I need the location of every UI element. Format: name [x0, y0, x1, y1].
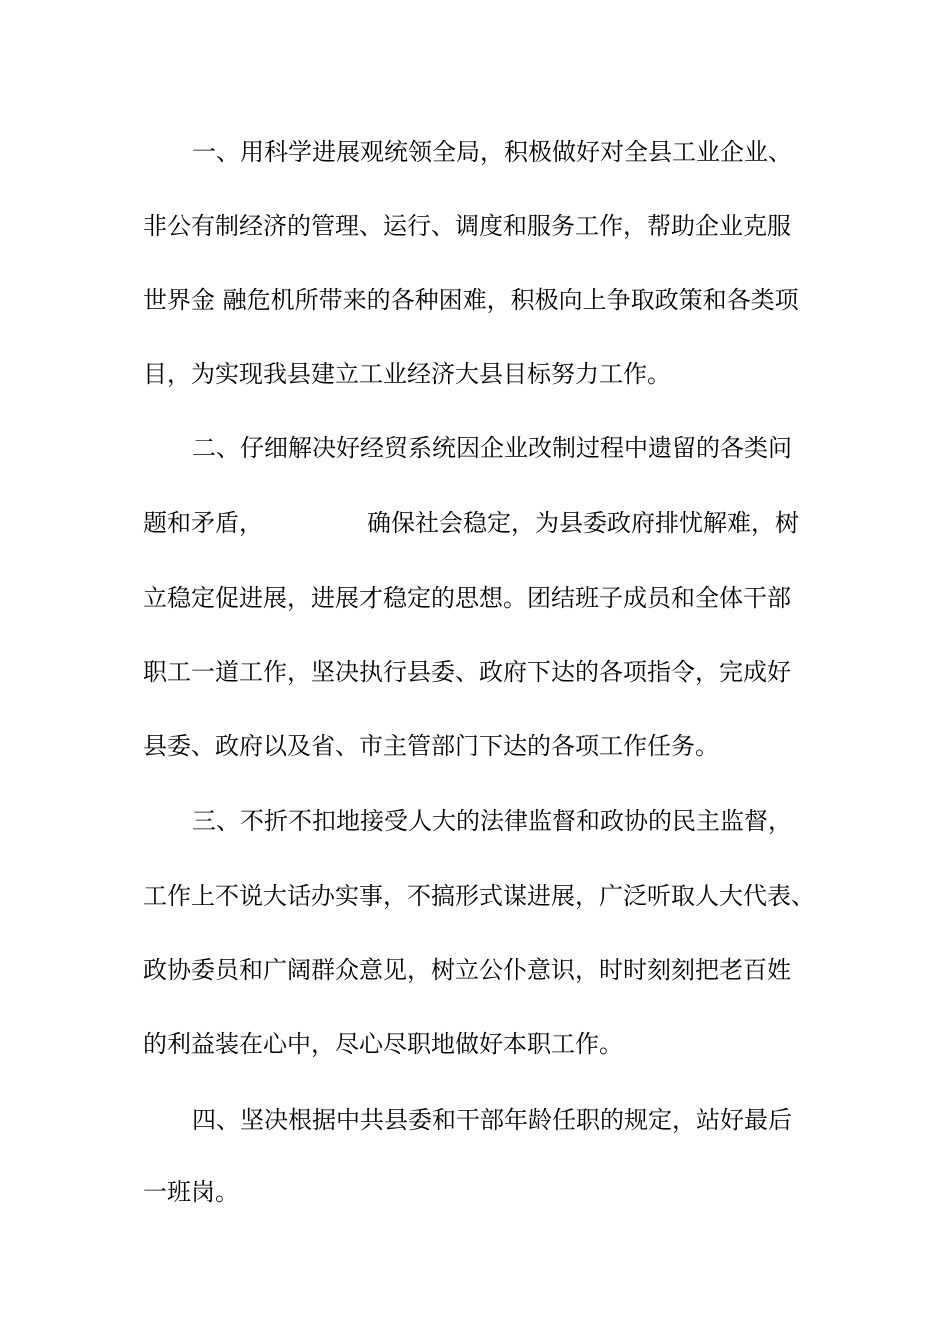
text-line: 确保社会稳定，为县委政府排忧解难，树 — [367, 509, 799, 537]
text-line: 题和矛盾， — [143, 509, 263, 537]
paragraph-2-line-5 — [0, 726, 950, 766]
text-line: 政协委员和广阔群众意见，树立公仆意识，时时刻刻把老百姓 — [143, 956, 791, 984]
paragraph-2-line-1 — [0, 428, 950, 468]
paragraph-3-line-3 — [0, 950, 950, 990]
text-line: 二、仔细解决好经贸系统因企业改制过程中遗留的各类问 — [192, 434, 792, 462]
text-line: 四、坚决根据中共县委和干部年龄任职的规定，站好最后 — [192, 1106, 792, 1134]
paragraph-3-line-4 — [0, 1024, 950, 1064]
paragraph-1-line-2 — [0, 206, 950, 246]
text-line: 非公有制经济的管理、运行、调度和服务工作，帮助企业克服 — [143, 212, 791, 240]
paragraph-1-line-4 — [0, 354, 950, 394]
paragraph-1-line-3 — [0, 280, 950, 320]
text-line: 县委、政府以及省、市主管部门下达的各项工作任务。 — [143, 732, 719, 760]
text-line: 工作上不说大话办实事，不搞形式谋进展，广泛听取人大代表、 — [143, 882, 815, 910]
paragraph-2-line-2 — [0, 503, 950, 543]
paragraph-4-line-1 — [0, 1100, 950, 1140]
paragraph-3-line-2 — [0, 876, 950, 916]
text-line: 一班岗。 — [143, 1178, 239, 1206]
paragraph-2-line-3 — [0, 578, 950, 618]
text-line: 目，为实现我县建立工业经济大县目标努力工作。 — [143, 360, 671, 388]
text-line: 的利益装在心中，尽心尽职地做好本职工作。 — [143, 1030, 623, 1058]
paragraph-2-line-4 — [0, 652, 950, 692]
text-line: 一、用科学进展观统领全局，积极做好对全县工业企业、 — [192, 138, 792, 166]
paragraph-1-line-1 — [0, 132, 950, 172]
text-line: 世界金 融危机所带来的各种困难，积极向上争取政策和各类项 — [143, 286, 799, 314]
text-line: 立稳定促进展，进展才稳定的思想。团结班子成员和全体干部 — [143, 584, 791, 612]
text-line: 三、不折不扣地接受人大的法律监督和政协的民主监督， — [192, 807, 792, 835]
text-line: 职工一道工作，坚决执行县委、政府下达的各项指令，完成好 — [143, 658, 791, 686]
paragraph-3-line-1 — [0, 801, 950, 841]
paragraph-4-line-2 — [0, 1172, 950, 1212]
